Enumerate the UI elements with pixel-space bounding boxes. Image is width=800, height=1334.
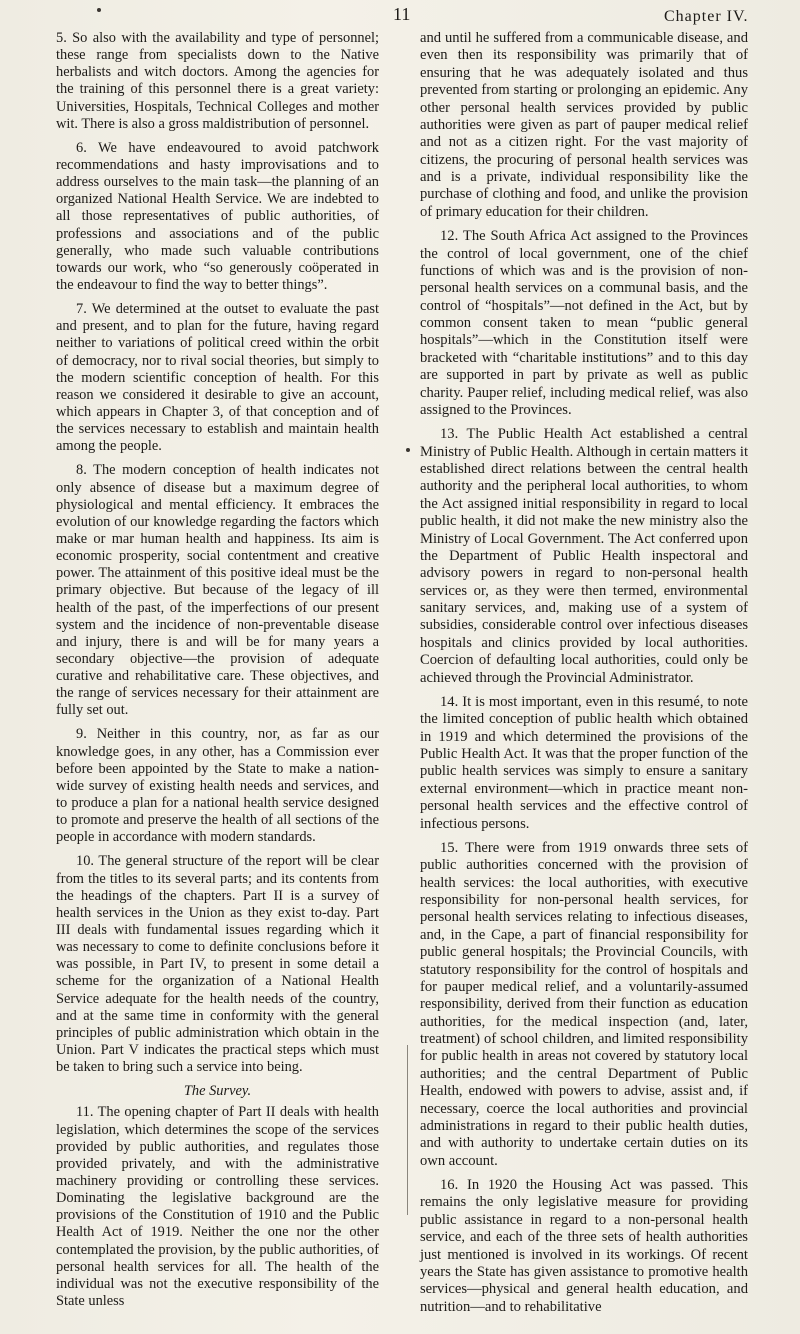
paragraph-p5: 5. So also with the availability and type of personnel; these range from specialists down to the Native herbalists and witch doctors. Among the agencies for the training of this personnel there is a great variety: Universities, Hospitals, Technical Colleges and mother wit. There is also a gross maldistribution of personnel. bbox=[56, 30, 379, 132]
paragraph-p6: 6. We have endeavoured to avoid patchwork recommendations and hasty improvisations and to address ourselves to the main task—the planning of an organized National Health Service. We are indebted to all those representatives of public authorities, of professions and associations and of the public generally, who made such valuable contributions towards our work, who “so generously coöperated in the endeavour to find the way to better things”. bbox=[56, 139, 379, 293]
section-subheading: The Survey. bbox=[183, 1083, 252, 1100]
paragraph-p15: 15. There were from 1919 onwards three sets of public authorities concerned with the provision of health services: the local authorities, with executive responsibility for non-personal health services, for personal health services relating to infectious diseases, and, in the Cape, a part of financial responsibility for public general hospitals; the Provincial Councils, with statutory responsibility for the control of hospitals and for pauper medical relief, and a voluntarily-assumed responsibility, derived from their function as education authorities, for the medical inspection (and, later, treatment) of school children, and limited responsibility for public health in areas not covered by statutory local authorities; and the central Department of Public Health, endowed with powers to advise, assist and, if necessary, coerce the local authorities and provincial administrations in regard to their public health duties, and with authority to undertake certain duties on its own account. bbox=[420, 839, 748, 1169]
paragraph-p16: 16. In 1920 the Housing Act was passed. This remains the only legislative measure for providing public assistance in regard to a non-personal health service, and each of the three sets of health authorities just mentioned is involved in its workings. Of recent years the State has given assistance to promotive health services—physical and general health education, and nutrition—and to rehabilitative bbox=[420, 1177, 748, 1315]
paragraph-p9: 9. Neither in this country, nor, as far as our knowledge goes, in any other, has a Commission ever before been appointed by the State to make a nation-wide survey of existing health needs and services, and to produce a plan for a national health service designed to promote and preserve the health of all sections of the people in accordance with modern standards. bbox=[56, 726, 379, 846]
ink-mark bbox=[97, 8, 101, 12]
paragraph-p11: 11. The opening chapter of Part II deals with health legislation, which determines the scope of the services provided by public authorities, and regulates those provided privately, and with the administrative machinery providing or controlling these services. Dominating the legislative background are the provisions of the Constitution of 1910 and the Public Health Act of 1919. Neither the one nor the other contemplated the provision, by the public authorities, of personal health services for all. The health of the individual was not the executive responsibility of the State unless bbox=[56, 1104, 379, 1309]
paragraph-p8: 8. The modern conception of health indicates not only absence of disease but a maximum degree of physiological and mental efficiency. It embraces the evolution of our knowledge regarding the factors which make or mar human health and happiness. Its aim is economic prosperity, social contentment and creative power. The attainment of this positive ideal must be the primary objective. But because of the legacy of ill health of the past, of the imperfections of our present system and the incidence of non-preventable disease and injury, there is and will be for many years a secondary objective—the provision of adequate curative and rehabilitative care. These objectives, and the range of services necessary for their attainment are fully set out. bbox=[56, 462, 379, 719]
left-column bbox=[56, 30, 379, 1317]
ink-mark bbox=[406, 448, 410, 452]
paragraph-p11c: and until he suffered from a communicable disease, and even then its responsibility was primarily that of ensuring that he was adequately isolated and thus prevented from starting or prolonging an epidemic. Any other personal health services provided by public authorities were given as part of pauper medical relief and not as a citizen right. For the vast majority of citizens, the procuring of personal health services was and is a private, individual responsibility like the purchase of clothing and food, and unlike the provision of primary education for their children. bbox=[420, 30, 748, 220]
right-column bbox=[420, 30, 748, 1323]
paragraph-p12: 12. The South Africa Act assigned to the Provinces the control of local government, one of the chief functions of which was and is the provision of non-personal health services on a communal basis, and the control of “hospitals”—not defined in the Act, but by common consent taken to mean “public general hospitals”—which in the Constitution itself were bracketed with “charitable institutions” and to this day are supported in part by private as well as public charity. Pauper relief, including medical relief, was also assigned to the Provinces. bbox=[420, 228, 748, 418]
paragraph-p10: 10. The general structure of the report will be clear from the titles to its several parts; and its contents from the headings of the chapters. Part II is a survey of health services in the Union as they exist to-day. Part III deals with fundamental issues regarding which it was necessary to come to definite conclusions before it was possible, in Part IV, to present in some detail a scheme for the organization of a National Health Service adequate for the health needs of the country, and at the same time in conformity with the general principles of public administration which obtain in the Union. Part V indicates the practical steps which must be taken to bring such a service into being. bbox=[56, 853, 379, 1076]
chapter-heading: Chapter IV. bbox=[664, 8, 749, 25]
paragraph-p7: 7. We determined at the outset to evaluate the past and present, and to plan for the future, having regard neither to variations of political creed within the orbit of democracy, nor to rival social theories, but simply to the modern scientific conception of health. For this reason we considered it desirable to give an account, which appears in Chapter 3, of that conception and of the services necessary to establish and maintain health among the people. bbox=[56, 301, 379, 455]
paragraph-p14: 14. It is most important, even in this resumé, to note the limited conception of public health which obtained in 1919 and which determined the provisions of the Public Health Act. It was that the proper function of the public health services was simply to ensure a sanitary external environment—which in practice meant non-personal health services and the effective control of infectious persons. bbox=[420, 693, 748, 832]
column-divider bbox=[407, 1045, 408, 1215]
page-number: 11 bbox=[393, 4, 411, 24]
paragraph-p13: 13. The Public Health Act established a central Ministry of Public Health. Although in certain matters it established direct relations between the central health authority and the peripheral local authorities, to whom the Act assigned initial responsibility in regard to local public health, it did not make the new ministry also the Ministry of Local Government. The Act conferred upon the Department of Public Health inspectoral and advisory powers in regard to non-personal health services or, as they were then termed, environmental sanitary services, and, making use of a system of subsidies, considerable control over infectious diseases hospitals and clinics provided by local authorities. Coercion of defaulting local authorities, could only be achieved through the Provincial Administrator. bbox=[420, 426, 748, 686]
